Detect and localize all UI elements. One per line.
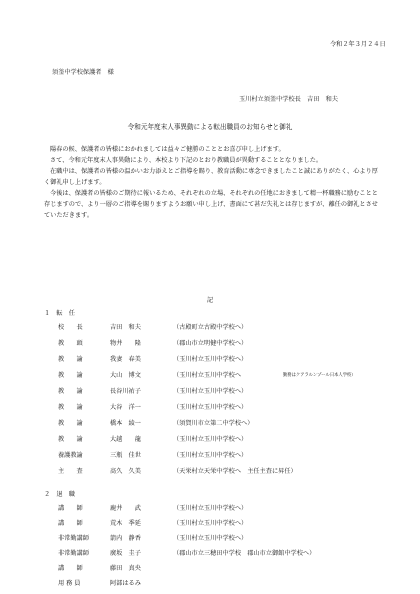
- staff-name: 鹿井 武: [110, 505, 141, 512]
- staff-name: 廣坂 圭子: [110, 550, 141, 557]
- staff-position: 教 諭: [58, 420, 83, 427]
- paragraph-thanks: 在職中は、保護者の皆様の温かいお力添えとご指導を賜り、教育活動に専念できましたこと誠にありがたく、心より厚く御礼申し上げます。: [44, 168, 378, 186]
- staff-destination: （玉川村立玉川中学校へ）: [173, 388, 248, 395]
- paragraph-closing: 今後は、保護者の皆様のご期待に報いるため、それぞれの立場、それぞれの任地におきまして精一杯職務に励むことと存じますので、より一層のご指導を賜りますようお願い申し上げ、書面にて甚だ失礼とは存じますが、離任の御礼とさせていただきます。: [44, 190, 378, 219]
- staff-position: 校 長: [58, 324, 83, 331]
- recipient: 須釜中学校保護者 様: [52, 69, 114, 76]
- staff-position: 非常勤講師: [58, 535, 89, 542]
- ki-heading: 記: [206, 297, 214, 304]
- staff-destination: （郡山市立明健中学校へ）: [173, 340, 248, 347]
- staff-destination: （郡山市立三穂田中学校 郡山市立御館中学校へ）: [173, 550, 316, 557]
- sender: 玉川村立須釜中学校長 吉田 和夫: [239, 96, 338, 103]
- staff-destination: （須賀川市立第二中学校へ）: [173, 420, 254, 427]
- staff-name: 大山 博文: [110, 372, 141, 379]
- staff-position: 教 諭: [58, 388, 83, 395]
- staff-name: 吉田 和夫: [110, 324, 141, 331]
- section-heading-retirement: ２ 退 職: [44, 491, 75, 498]
- staff-name: 長谷川祐子: [110, 388, 141, 395]
- staff-destination: （古殿町立古殿中学校へ）: [173, 324, 248, 331]
- staff-position: 主 査: [58, 468, 83, 475]
- staff-position: 養護教諭: [58, 452, 83, 459]
- staff-position: 用 務 員: [58, 580, 81, 587]
- staff-name: 箭内 静香: [110, 535, 141, 542]
- staff-destination: （玉川村立玉川中学校へ）: [173, 520, 248, 527]
- staff-name: 大越 龍: [110, 436, 141, 443]
- staff-destination: （玉川村立玉川中学校へ: [173, 372, 242, 379]
- staff-note: 勤務はクアラルンプール日本人学校）: [283, 373, 356, 378]
- staff-destination: （天栄村立天栄中学校へ 主任主査に昇任）: [173, 468, 297, 475]
- staff-position: 講 師: [58, 505, 83, 512]
- staff-position: 講 師: [58, 565, 83, 572]
- staff-position: 講 師: [58, 520, 83, 527]
- paragraph-announcement: さて、令和元年度末人事異動により、本校より下記のとおり教職員が異動することとなりました。: [50, 157, 323, 164]
- document-date: 令和２年３月２４日: [330, 41, 386, 48]
- staff-destination: （玉川村立玉川中学校へ）: [173, 535, 248, 542]
- staff-destination: （玉川村立玉川中学校へ）: [173, 356, 248, 363]
- staff-position: 教 諭: [58, 372, 83, 379]
- staff-position: 教 諭: [58, 436, 83, 443]
- paragraph-greeting: 陽春の候、保護者の皆様におかれましては益々ご健勝のこととお喜び申し上げます。: [50, 146, 285, 153]
- staff-name: 三瓶 佳世: [110, 452, 141, 459]
- staff-position: 教 頭: [58, 340, 83, 347]
- staff-name: 藤田 真央: [110, 565, 141, 572]
- staff-name: 我妻 春美: [110, 356, 141, 363]
- staff-destination: （玉川村立玉川中学校へ）: [173, 452, 248, 459]
- staff-name: 橋本 綾一: [110, 420, 141, 427]
- staff-destination: （玉川村立玉川中学校へ）: [173, 404, 248, 411]
- staff-name: 荒木 季延: [110, 520, 141, 527]
- staff-position: 教 諭: [58, 404, 83, 411]
- staff-name: 阿部はるみ: [110, 580, 141, 587]
- staff-position: 非常勤講師: [58, 550, 89, 557]
- staff-destination: （玉川村立玉川中学校へ）: [173, 436, 248, 443]
- letter-body: [44, 144, 378, 221]
- section-heading-transfer: １ 転 任: [44, 310, 75, 317]
- staff-position: 教 諭: [58, 356, 83, 363]
- document-title: 令和元年度末人事異動による転出職員のお知らせと御礼: [127, 123, 293, 131]
- staff-name: 物井 隆: [110, 340, 141, 347]
- staff-name: 大谷 洋一: [110, 404, 141, 411]
- staff-name: 髙久 久美: [110, 468, 141, 475]
- staff-destination: （玉川村立玉川中学校へ）: [173, 505, 248, 512]
